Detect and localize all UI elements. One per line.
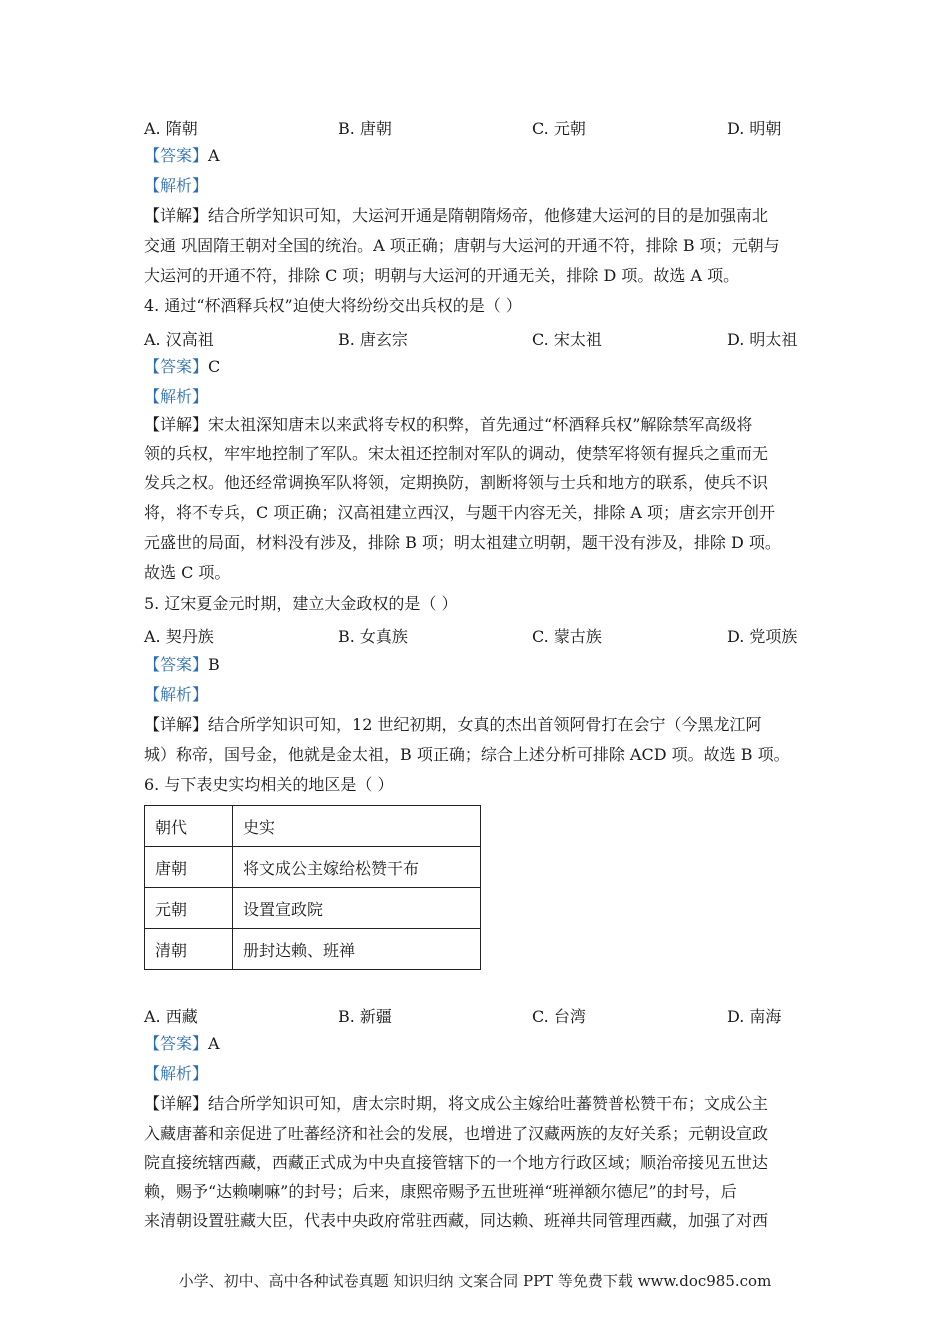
answer-value: A [208,146,220,165]
q6-options [144,1004,809,1024]
table-row [145,929,481,970]
q3-detail-line: 交通 巩固隋王朝对全国的统治。A 项正确；唐朝与大运河的开通不符，排除 B 项；元朝与 [144,236,780,255]
q6-detail-line: 入藏唐蕃和亲促进了吐蕃经济和社会的发展，也增进了汉藏两族的友好关系；元朝设宣政 [144,1124,769,1143]
detail-tag: 【详解】 [144,415,209,434]
table-cell: 清朝 [145,929,233,970]
q3-answer [144,146,809,166]
q6-detail-line: 院直接统辖西藏，西藏正式成为中央直接管辖下的一个地方行政区域；顺治帝接见五世达 [144,1153,769,1172]
history-table [144,805,481,970]
q4-answer [144,357,809,377]
q5-answer [144,655,809,675]
q6-detail-line: 赖，赐予“达赖喇嘛”的封号；后来，康熙帝赐予五世班禅“班禅额尔德尼”的封号，后 [144,1182,737,1201]
q6-option-b: B. 新疆 [338,1007,392,1026]
table-row [145,847,481,888]
q5-option-b: B. 女真族 [338,627,408,646]
answer-value: A [208,1034,220,1053]
q4-detail-line: 领的兵权，牢牢地控制了军队。宋太祖还控制对军队的调动，使禁军将领有握兵之重而无 [144,444,769,463]
answer-tag: 【答案】 [144,357,209,376]
q5-analysis [144,685,809,705]
q3-detail-line [144,206,809,226]
q4-options [144,327,809,347]
q6-answer [144,1034,809,1054]
q6-detail-line: 来清朝设置驻藏大臣，代表中央政府常驻西藏，同达赖、班禅共同管理西藏，加强了对西 [144,1211,769,1230]
q6-analysis [144,1064,809,1084]
q4-detail-line [144,415,809,435]
analysis-tag: 【解析】 [144,1064,209,1083]
detail-tag: 【详解】 [144,1094,209,1113]
q6-option-a: A. 西藏 [144,1007,198,1026]
table-cell: 设置宣政院 [233,888,481,929]
q5-detail-line: 城）称帝，国号金，他就是金太祖，B 项正确；综合上述分析可排除 ACD 项。故选 B 项。 [144,745,790,764]
detail-tag: 【详解】 [144,206,209,225]
answer-tag: 【答案】 [144,146,209,165]
table-header-cell: 朝代 [145,806,233,847]
q4-detail-line: 元盛世的局面，材料没有涉及，排除 B 项；明太祖建立明朝，题干没有涉及，排除 D 项。 [144,533,781,552]
table-header-cell: 史实 [233,806,481,847]
table-cell: 元朝 [145,888,233,929]
q4-stem: 4. 通过“杯酒释兵权”迫使大将纷纷交出兵权的是（ ） [144,296,522,315]
detail-text: 宋太祖深知唐末以来武将专权的积弊，首先通过“杯酒释兵权”解除禁军高级将 [208,415,753,434]
detail-text: 结合所学知识可知，大运河开通是隋朝隋炀帝，他修建大运河的目的是加强南北 [208,206,769,225]
detail-text: 结合所学知识可知，12 世纪初期，女真的杰出首领阿骨打在会宁（今黑龙江阿 [208,715,762,734]
q4-option-a: A. 汉高祖 [144,330,214,349]
table-cell: 将文成公主嫁给松赞干布 [233,847,481,888]
q4-option-b: B. 唐玄宗 [338,330,408,349]
table-cell: 唐朝 [145,847,233,888]
q6-option-c: C. 台湾 [532,1007,586,1026]
analysis-tag: 【解析】 [144,176,209,195]
q3-analysis [144,176,809,196]
q4-option-c: C. 宋太祖 [532,330,602,349]
detail-text: 结合所学知识可知，唐太宗时期，将文成公主嫁给吐蕃赞普松赞干布；文成公主 [208,1094,769,1113]
q5-option-a: A. 契丹族 [144,627,214,646]
detail-tag: 【详解】 [144,715,209,734]
analysis-tag: 【解析】 [144,685,209,704]
q5-option-d: D. 党项族 [727,627,798,646]
answer-value: C [208,357,221,376]
q3-option-a: A. 隋朝 [144,119,198,138]
q6-stem: 6. 与下表史实均相关的地区是（ ） [144,775,394,794]
table-cell: 册封达赖、班禅 [233,929,481,970]
q6-option-d: D. 南海 [727,1007,782,1026]
q4-analysis [144,387,809,407]
q4-option-d: D. 明太祖 [727,330,798,349]
table-header-row [145,806,481,847]
q4-detail-line: 将，将不专兵，C 项正确；汉高祖建立西汉，与题干内容无关，排除 A 项；唐玄宗开创开 [144,503,776,522]
q3-options [144,116,809,136]
page-footer: 小学、初中、高中各种试卷真题 知识归纳 文案合同 PPT 等免费下载 www.doc985.com [178,1272,772,1290]
q3-option-d: D. 明朝 [727,119,782,138]
table-row [145,888,481,929]
q5-stem: 5. 辽宋夏金元时期，建立大金政权的是（ ） [144,594,458,613]
q3-detail-line: 大运河的开通不符，排除 C 项；明朝与大运河的开通无关，排除 D 项。故选 A 项。 [144,266,740,285]
q3-option-b: B. 唐朝 [338,119,392,138]
q5-detail-line [144,715,809,735]
answer-tag: 【答案】 [144,1034,209,1053]
answer-value: B [208,655,220,674]
q5-option-c: C. 蒙古族 [532,627,602,646]
analysis-tag: 【解析】 [144,387,209,406]
q4-detail-line: 故选 C 项。 [144,563,231,582]
q6-detail-line [144,1094,809,1114]
q3-option-c: C. 元朝 [532,119,586,138]
answer-tag: 【答案】 [144,655,209,674]
q4-detail-line: 发兵之权。他还经常调换军队将领，定期换防，割断将领与士兵和地方的联系，使兵不识 [144,473,769,492]
q5-options [144,624,809,644]
